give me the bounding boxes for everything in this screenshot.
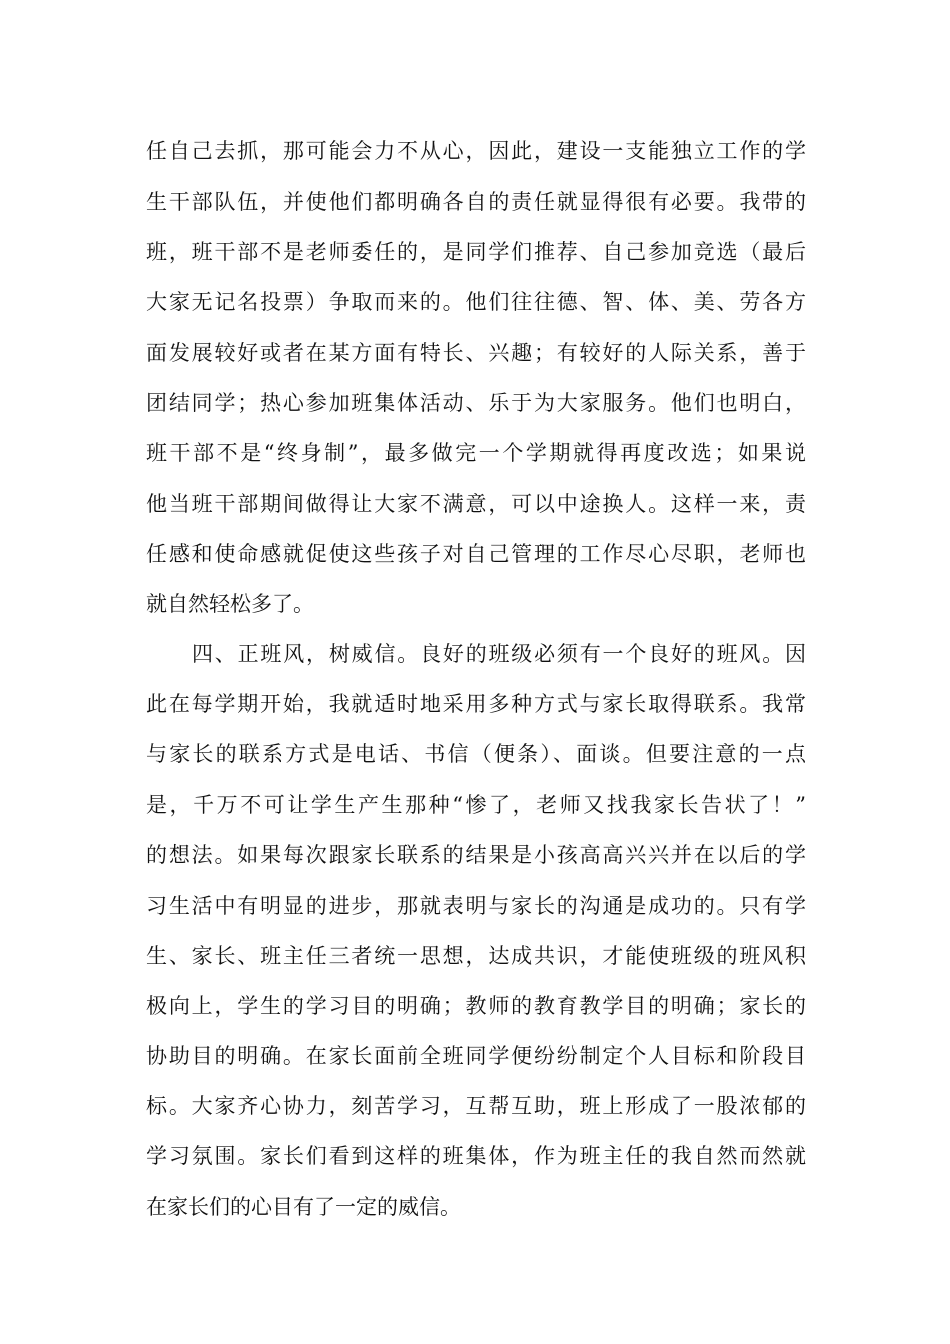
text-line: 的想法。如果每次跟家长联系的结果是小孩高高兴兴并在以后的学 (146, 843, 806, 867)
text-line: 就自然轻松多了。 (146, 592, 314, 616)
text-line: 学习氛围。家长们看到这样的班集体，作为班主任的我自然而然就 (146, 1144, 806, 1168)
text-line: 生干部队伍，并使他们都明确各自的责任就显得很有必要。我带的 (146, 190, 806, 214)
text-line: 面发展较好或者在某方面有特长、兴趣；有较好的人际关系，善于 (146, 341, 806, 365)
text-line: 任自己去抓，那可能会力不从心，因此，建设一支能独立工作的学 (146, 139, 806, 163)
text-line: 大家无记名投票）争取而来的。他们往往德、智、体、美、劳各方 (146, 290, 806, 314)
text-line: 团结同学；热心参加班集体活动、乐于为大家服务。他们也明白， (146, 391, 806, 415)
text-line: 在家长们的心目有了一定的威信。 (146, 1195, 461, 1219)
text-line: 与家长的联系方式是电话、书信（便条）、面谈。但要注意的一点 (146, 742, 806, 766)
paragraph-heading-line: 四、正班风，树威信。良好的班级必须有一个良好的班风。因 (192, 642, 806, 666)
text-line: 生、家长、班主任三者统一思想，达成共识，才能使班级的班风积 (146, 944, 806, 968)
text-line: 任感和使命感就促使这些孩子对自己管理的工作尽心尽职，老师也 (146, 542, 806, 566)
text-line: 班干部不是“终身制”，最多做完一个学期就得再度改选；如果说 (146, 441, 806, 465)
text-line: 他当班干部期间做得让大家不满意，可以中途换人。这样一来，责 (146, 492, 806, 516)
text-line: 协助目的明确。在家长面前全班同学便纷纷制定个人目标和阶段目 (146, 1044, 806, 1068)
text-line: 习生活中有明显的进步，那就表明与家长的沟通是成功的。只有学 (146, 894, 806, 918)
text-line: 是，千万不可让学生产生那种“惨了，老师又找我家长告状了！” (146, 793, 806, 817)
text-line: 班，班干部不是老师委任的，是同学们推荐、自己参加竞选（最后 (146, 240, 806, 264)
text-line: 标。大家齐心协力，刻苦学习，互帮互助，班上形成了一股浓郁的 (146, 1094, 806, 1118)
text-line: 此在每学期开始，我就适时地采用多种方式与家长取得联系。我常 (146, 692, 806, 716)
text-line: 极向上，学生的学习目的明确；教师的教育教学目的明确；家长的 (146, 994, 806, 1018)
